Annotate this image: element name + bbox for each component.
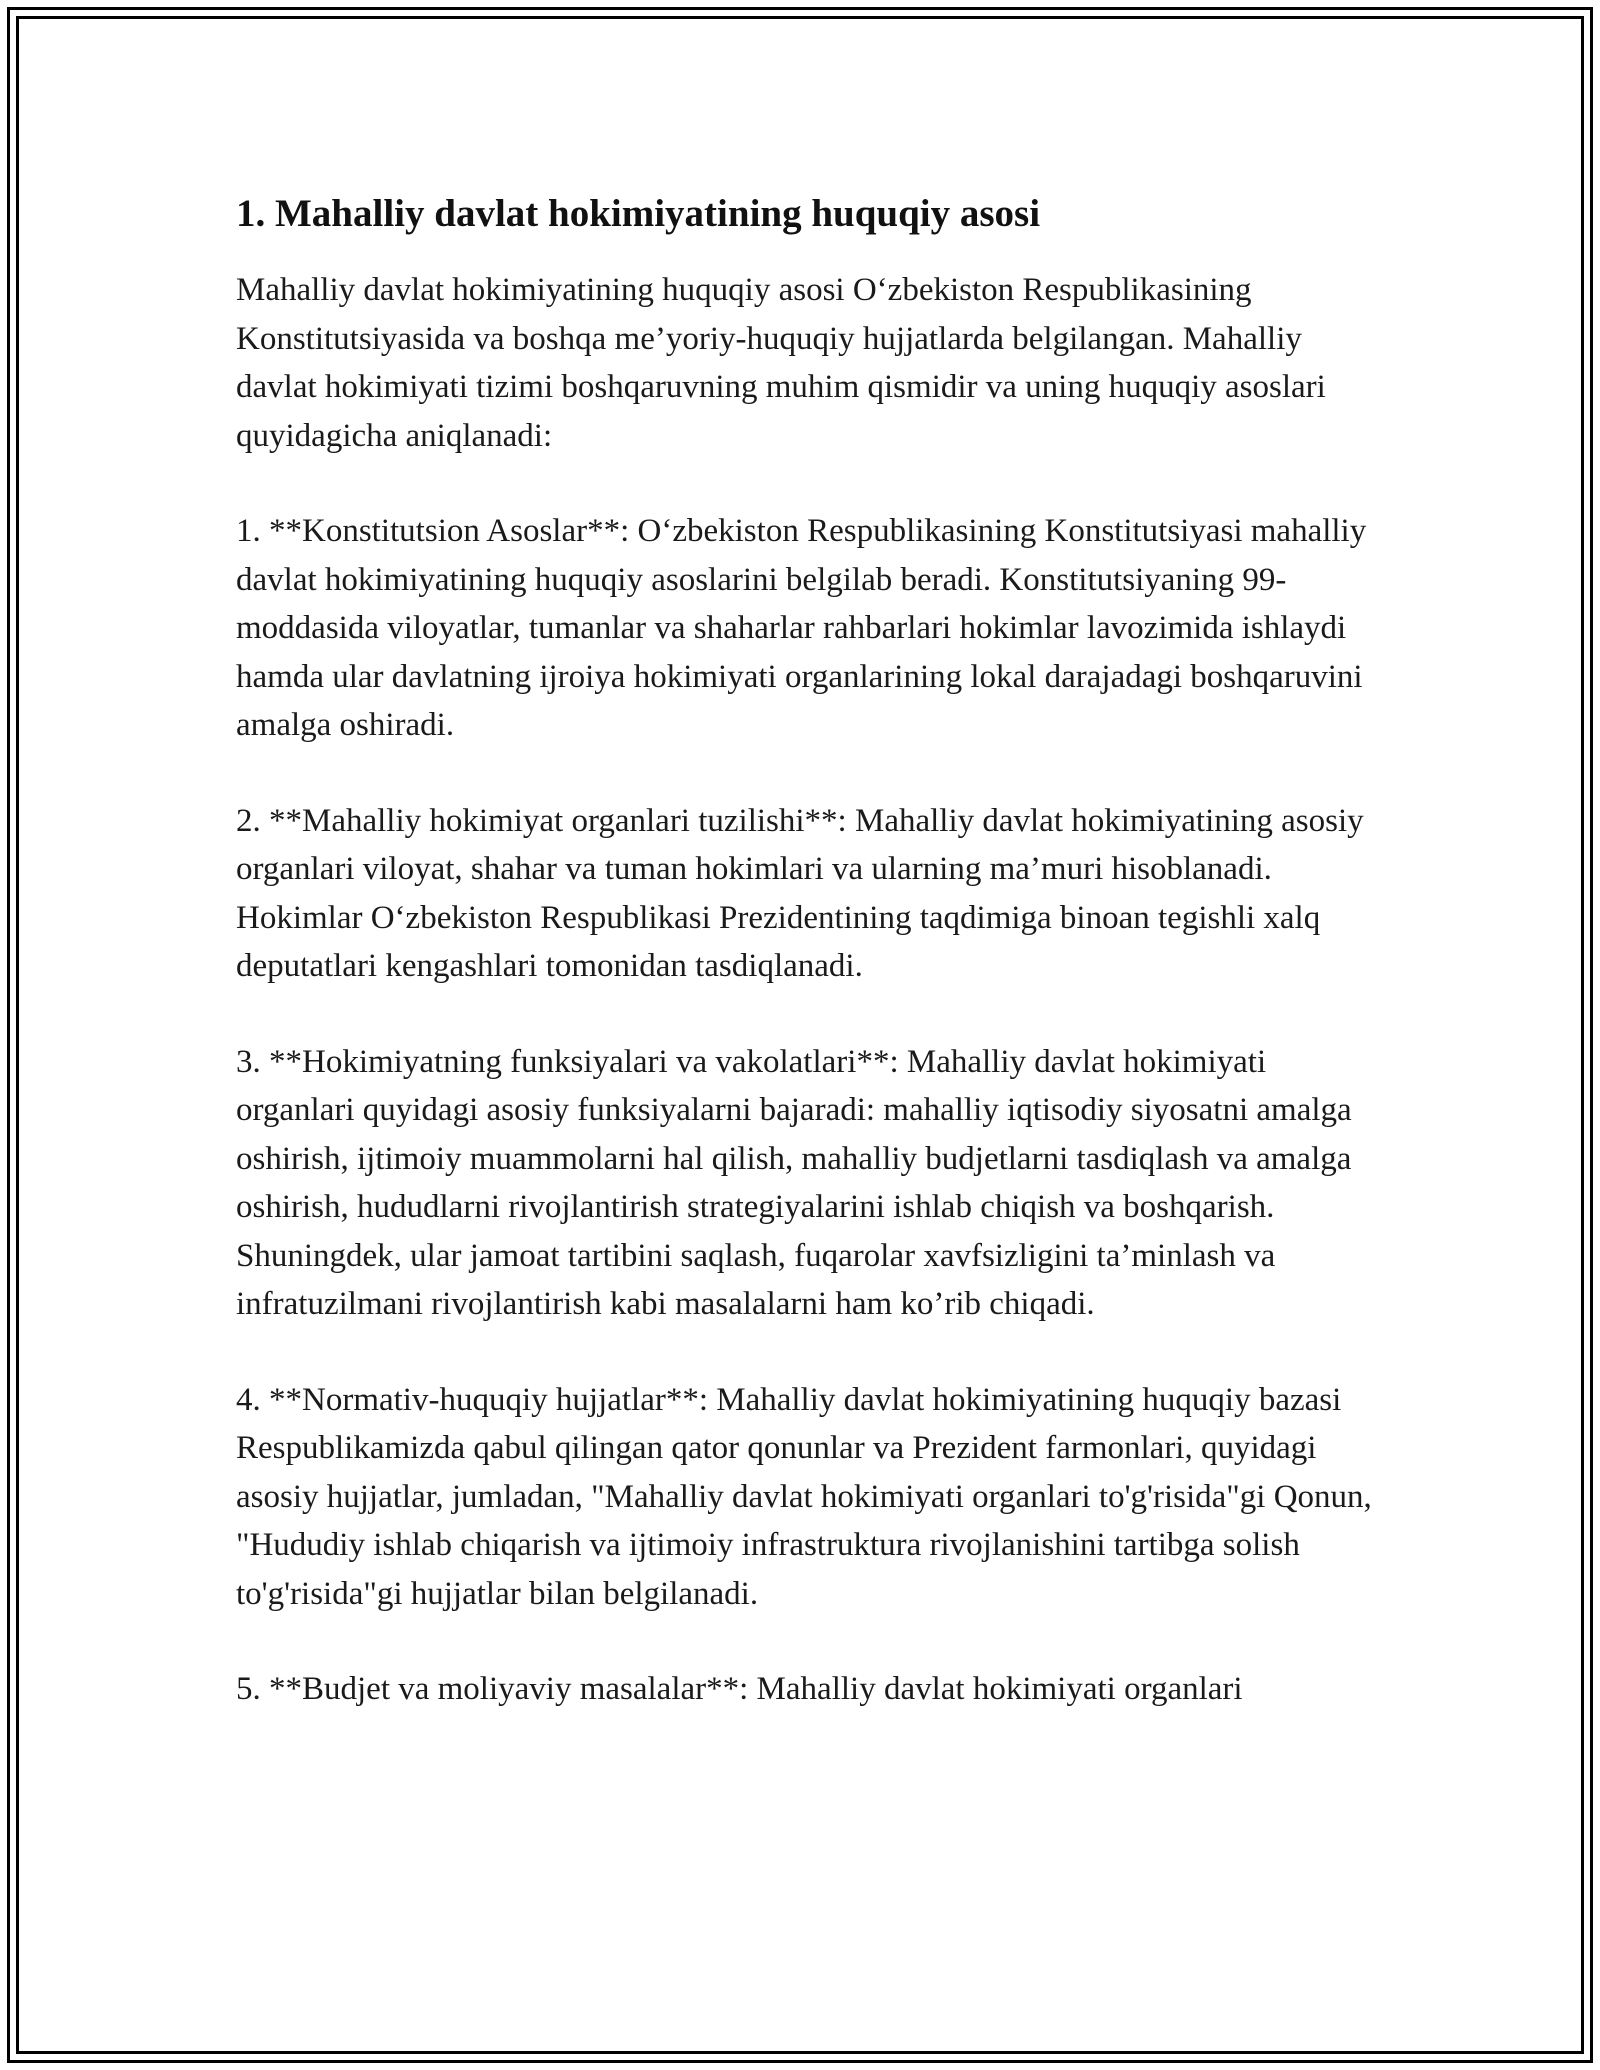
paragraph-authority-structure: 2. **Mahalliy hokimiyat organlari tuzilishi**: Mahalliy davlat hokimiyatining asosiy organlari viloyat, shahar va tuman hokimlari va ularning ma’muri hisoblanadi. Hokimlar O‘zbekiston Respublikasi Prezidentining taqdimiga binoan tegishli xalq deputatlari kengashlari tomonidan tasdiqlanadi. (236, 802, 1364, 984)
intro-paragraph: Mahalliy davlat hokimiyatining huquqiy asosi O‘zbekiston Respublikasining Konstitutsiyasida va boshqa me’yoriy-huquqiy hujjatlarda belgilangan. Mahalliy davlat hokimiyati tizimi boshqaruvning muhim qismidir va uning huquqiy asoslari quyidagicha aniqlanadi: (236, 272, 1326, 454)
document-body (236, 186, 1376, 1761)
paragraph-normative-acts: 4. **Normativ-huquqiy hujjatlar**: Mahalliy davlat hokimiyatining huquqiy bazasi Respublikamizda qabul qilingan qator qonunlar va Prezident farmonlari, quyidagi asosiy hujjatlar, jumladan, "Mahalliy davlat hokimiyati organlari to'g'risida"gi Qonun, "Hududiy ishlab chiqarish va ijtimoiy infrastruktura rivojlanishini tartibga solish to'g'risida"gi hujjatlar bilan belgilanadi. (236, 1381, 1372, 1612)
paragraph-constitutional-basis: 1. **Konstitutsion Asoslar**: O‘zbekiston Respublikasining Konstitutsiyasi mahalliy davlat hokimiyatining huquqiy asoslarini belgilab beradi. Konstitutsiyaning 99-moddasida viloyatlar, tumanlar va shaharlar rahbarlari hokimlar lavozimida ishlaydi hamda ular davlatning ijroiya hokimiyati organlarining lokal darajadagi boshqaruvini amalga oshiradi. (236, 513, 1367, 743)
section-title: 1. Mahalliy davlat hokimiyatining huquqiy asosi (236, 192, 1041, 235)
paragraph-budget-finance: 5. **Budjet va moliyaviy masalalar**: Mahalliy davlat hokimiyati organlari (236, 1671, 1243, 1707)
paragraph-functions-powers: 3. **Hokimiyatning funksiyalari va vakolatlari**: Mahalliy davlat hokimiyati organlari quyidagi asosiy funksiyalarni bajaradi: mahalliy iqtisodiy siyosatni amalga oshirish, ijtimoiy muammolarni hal qilish, mahalliy budjetlarni tasdiqlash va amalga oshirish, hududlarni rivojlantirish strategiyalarini ishlab chiqish va boshqarish. Shuningdek, ular jamoat tartibini saqlash, fuqarolar xavfsizligini ta’minlash va infratuzilmani rivojlantirish kabi masalalarni ham ko’rib chiqadi. (236, 1043, 1352, 1322)
